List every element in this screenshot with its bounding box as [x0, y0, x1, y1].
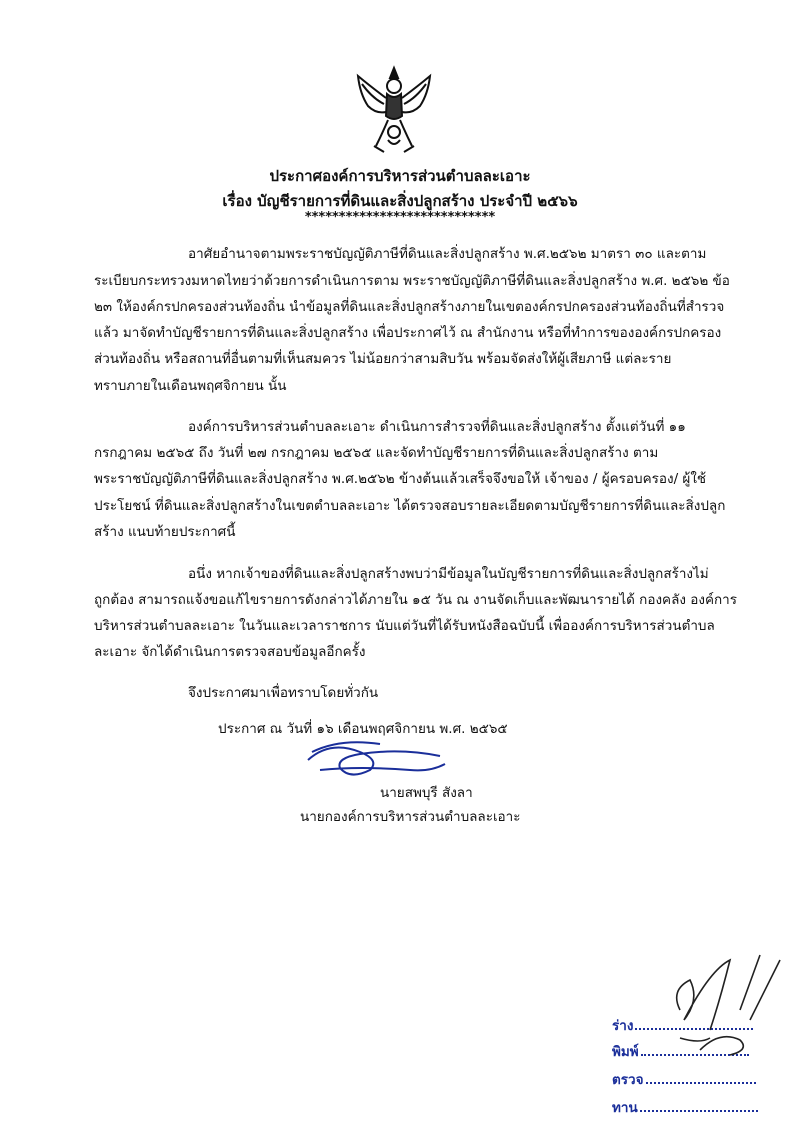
para2-line4: ประโยชน์ ที่ดินและสิ่งปลูกสร้างในเขตตำบลละเอาะ ได้ตรวจสอบรายละเอียดตามบัญชีรายการที่ดินและสิ่งปลูก	[94, 498, 726, 514]
closing-line: จึงประกาศมาเพื่อทราบโดยทั่วกัน	[188, 685, 379, 701]
announcement-title: ประกาศองค์การบริหารส่วนตำบลละเอาะ	[269, 167, 531, 185]
para3-line1: อนึ่ง หากเจ้าของที่ดินและสิ่งปลูกสร้างพบว่ามีข้อมูลในบัญชีรายการที่ดินและสิ่งปลูกสร้างไม่	[188, 566, 709, 582]
para2-line1: องค์การบริหารส่วนตำบลละเอาะ ดำเนินการสำรวจที่ดินและสิ่งปลูกสร้าง ตั้งแต่วันที่ ๑๑	[188, 419, 686, 435]
signer-name: นายสพบุรี สังลา	[380, 785, 473, 801]
signer-position: นายกองค์การบริหารส่วนตำบลละเอาะ	[300, 809, 521, 825]
approval-review	[612, 1096, 782, 1118]
dotted-line	[646, 1072, 756, 1084]
para1-line3: ๒๓ ให้องค์กรปกครองส่วนท้องถิ่น นำข้อมูลที่ดินและสิ่งปลูกสร้างภายในเขตองค์กรปกครองส่วนท้องถิ่นที่สำรวจ	[94, 299, 725, 315]
announcement-date: ประกาศ ณ วันที่ ๑๖ เดือนพฤศจิกายน พ.ศ. ๒๕๖๕	[218, 721, 508, 737]
para3-line2: ถูกต้อง สามารถแจ้งขอแก้ไขรายการดังกล่าวได้ภายใน ๑๕ วัน ณ งานจัดเก็บและพัฒนารายได้ กองคลัง องค์การ	[94, 592, 737, 608]
para1-line6: ทราบภายในเดือนพฤศจิกายน นั้น	[94, 378, 287, 394]
para2-line3: พระราชบัญญัติภาษีที่ดินและสิ่งปลูกสร้าง พ.ศ.๒๕๖๒ ข้างต้นแล้วเสร็จจึงขอให้ เจ้าของ / ผู้ครอบครอง/ ผู้ใช้	[94, 471, 707, 487]
title-separator: ****************************	[304, 210, 496, 225]
para1-line5: ส่วนท้องถิ่น หรือสถานที่อื่นตามที่เห็นสมควร ไม่น้อยกว่าสามสิบวัน พร้อมจัดส่งให้ผู้เสียภาษี แต่ละราย	[94, 351, 672, 367]
announcement-subject: เรื่อง บัญชีรายการที่ดินและสิ่งปลูกสร้าง ประจำปี ๒๕๖๖	[222, 192, 578, 210]
approval-print-label: พิมพ์	[612, 1044, 639, 1060]
approval-check	[612, 1068, 782, 1090]
para1-line4: แล้ว มาจัดทำบัญชีรายการที่ดินและสิ่งปลูกสร้าง เพื่อประกาศไว้ ณ สำนักงาน หรือที่ทำการขององค์กรปกครอง	[94, 325, 722, 341]
garuda-emblem-icon	[352, 64, 436, 156]
approval-check-label: ตรวจ	[612, 1072, 644, 1088]
handwritten-signature	[300, 730, 450, 790]
approval-review-label: ทาน	[612, 1100, 638, 1116]
handwritten-initials	[640, 950, 790, 1070]
para3-line3: บริหารส่วนตำบลละเอาะ ในวันและเวลาราชการ นับแต่วันที่ได้รับหนังสือฉบับนี้ เพื่อองค์การบริหารส่วนตำบล	[94, 618, 715, 634]
para1-line1: อาศัยอำนาจตามพระราชบัญญัติภาษีที่ดินและสิ่งปลูกสร้าง พ.ศ.๒๕๖๒ มาตรา ๓๐ และตาม	[188, 246, 707, 262]
dotted-line	[640, 1100, 758, 1112]
para2-line5: สร้าง แนบท้ายประกาศนี้	[94, 524, 236, 540]
para3-line4: ละเอาะ จักได้ดำเนินการตรวจสอบข้อมูลอีกครั้ง	[94, 644, 366, 660]
approval-draft-label: ร่าง	[612, 1018, 634, 1034]
para1-line2: ระเบียบกระทรวงมหาดไทยว่าด้วยการดำเนินการตาม พระราชบัญญัติภาษีที่ดินและสิ่งปลูกสร้าง พ.ศ. ๒๕๖๒ ข้อ	[94, 273, 730, 289]
para2-line2: กรกฎาคม ๒๕๖๕ ถึง วันที่ ๒๗ กรกฎาคม ๒๕๖๕ และจัดทำบัญชีรายการที่ดินและสิ่งปลูกสร้าง ตาม	[94, 445, 659, 461]
